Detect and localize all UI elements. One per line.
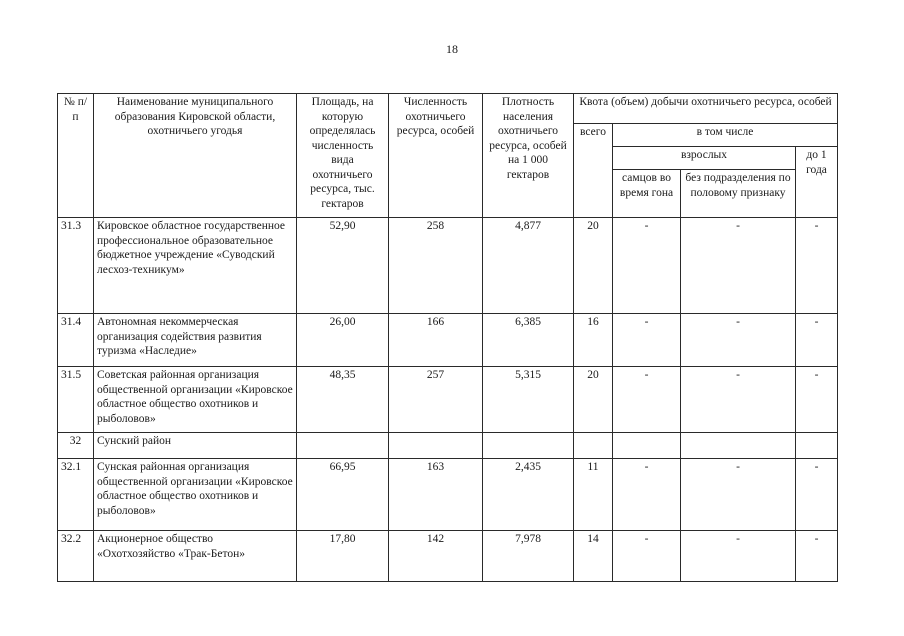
cell-no-sex-split: - — [681, 531, 796, 582]
header-name: Наименование муниципального образования Кировской области, охотничьего угодья — [94, 94, 297, 218]
cell-area — [297, 433, 389, 459]
cell-name: Сунская районная организация общественной организации «Кировское областное общество охотников и рыболовов» — [94, 459, 297, 531]
table-row — [58, 433, 838, 459]
cell-area: 26,00 — [297, 314, 389, 367]
cell-under1: - — [796, 367, 838, 433]
cell-no-sex-split: - — [681, 367, 796, 433]
cell-total: 16 — [574, 314, 613, 367]
cell-count: 142 — [389, 531, 483, 582]
cell-no-sex-split: - — [681, 218, 796, 314]
cell-count: 257 — [389, 367, 483, 433]
header-area: Площадь, на которую определялась численность вида охотничьего ресурса, тыс. гектаров — [297, 94, 389, 218]
cell-density: 2,435 — [483, 459, 574, 531]
page-number: 18 — [446, 42, 458, 56]
cell-no-sex-split: - — [681, 459, 796, 531]
header-row-1 — [58, 94, 838, 124]
cell-total: 11 — [574, 459, 613, 531]
cell-num: 32 — [58, 433, 94, 459]
cell-name: Кировское областное государственное профессиональное образовательное бюджетное учреждение «Суводский лесхоз-техникум» — [94, 218, 297, 314]
cell-area: 17,80 — [297, 531, 389, 582]
header-quota: Квота (объем) добычи охотничьего ресурса, особей — [574, 94, 838, 124]
cell-num: 31.4 — [58, 314, 94, 367]
cell-no-sex-split — [681, 433, 796, 459]
cell-total: 20 — [574, 367, 613, 433]
cell-total: 14 — [574, 531, 613, 582]
cell-count: 258 — [389, 218, 483, 314]
header-under1: до 1 года — [796, 147, 838, 218]
cell-under1: - — [796, 459, 838, 531]
cell-males-rut: - — [613, 531, 681, 582]
cell-area: 66,95 — [297, 459, 389, 531]
header-males-rut: самцов во время гона — [613, 170, 681, 218]
cell-num: 32.2 — [58, 531, 94, 582]
table-row — [58, 314, 838, 367]
cell-num: 31.5 — [58, 367, 94, 433]
header-including: в том числе — [613, 124, 838, 147]
header-num: № п/п — [58, 94, 94, 218]
table-row — [58, 367, 838, 433]
cell-males-rut: - — [613, 314, 681, 367]
cell-name: Автономная некоммерческая организация содействия развития туризма «Наследие» — [94, 314, 297, 367]
cell-under1 — [796, 433, 838, 459]
cell-density: 7,978 — [483, 531, 574, 582]
header-total: всего — [574, 124, 613, 218]
header-count: Численность охотничьего ресурса, особей — [389, 94, 483, 218]
cell-num: 31.3 — [58, 218, 94, 314]
header-adults: взрослых — [613, 147, 796, 170]
cell-name: Акционерное общество «Охотхозяйство «Трак-Бетон» — [94, 531, 297, 582]
header-no-sex-split: без подразделения по половому признаку — [681, 170, 796, 218]
header-density: Плотность населения охотничьего ресурса, особей на 1 000 гектаров — [483, 94, 574, 218]
cell-area: 52,90 — [297, 218, 389, 314]
cell-males-rut: - — [613, 459, 681, 531]
cell-area: 48,35 — [297, 367, 389, 433]
cell-total: 20 — [574, 218, 613, 314]
cell-density: 6,385 — [483, 314, 574, 367]
cell-num: 32.1 — [58, 459, 94, 531]
cell-count — [389, 433, 483, 459]
cell-count: 166 — [389, 314, 483, 367]
cell-name: Советская районная организация общественной организации «Кировское областное общество охотников и рыболовов» — [94, 367, 297, 433]
cell-under1: - — [796, 531, 838, 582]
cell-count: 163 — [389, 459, 483, 531]
cell-under1: - — [796, 218, 838, 314]
cell-total — [574, 433, 613, 459]
cell-males-rut: - — [613, 367, 681, 433]
table-row — [58, 531, 838, 582]
cell-under1: - — [796, 314, 838, 367]
cell-density — [483, 433, 574, 459]
cell-density: 4,877 — [483, 218, 574, 314]
cell-name: Сунский район — [94, 433, 297, 459]
cell-density: 5,315 — [483, 367, 574, 433]
cell-no-sex-split: - — [681, 314, 796, 367]
table-row — [58, 459, 838, 531]
cell-males-rut: - — [613, 218, 681, 314]
table-row — [58, 218, 838, 314]
hunting-quota-table — [57, 93, 838, 582]
cell-males-rut — [613, 433, 681, 459]
